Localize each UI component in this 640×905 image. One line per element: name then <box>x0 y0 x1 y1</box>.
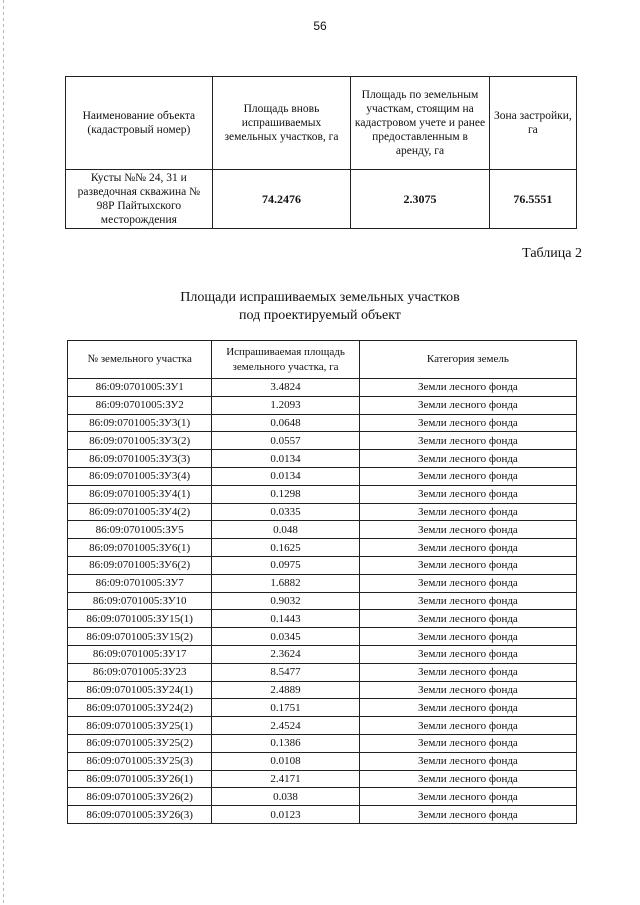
plot-category-cell: Земли лесного фонда <box>359 521 576 539</box>
plot-area-cell: 0.0123 <box>212 806 359 824</box>
plot-category-cell: Земли лесного фонда <box>359 663 576 681</box>
plot-area-cell: 8.5477 <box>212 663 359 681</box>
scan-margin-line <box>3 0 4 905</box>
plot-number-cell: 86:09:0701005:ЗУ24(1) <box>68 681 212 699</box>
summary-data-row <box>66 170 577 229</box>
summary-new-area: 74.2476 <box>212 170 351 229</box>
table-row <box>68 556 577 574</box>
plot-area-cell: 0.0134 <box>212 467 359 485</box>
plot-number-cell: 86:09:0701005:ЗУ3(2) <box>68 432 212 450</box>
plot-category-cell: Земли лесного фонда <box>359 432 576 450</box>
table-row <box>68 717 577 735</box>
table-title <box>0 289 640 325</box>
plot-area-cell: 0.1298 <box>212 485 359 503</box>
table-row <box>68 503 577 521</box>
plot-category-cell: Земли лесного фонда <box>359 717 576 735</box>
plot-number-cell: 86:09:0701005:ЗУ3(1) <box>68 414 212 432</box>
plot-category-cell: Земли лесного фонда <box>359 699 576 717</box>
table-row <box>68 485 577 503</box>
summary-registered-area: 2.3075 <box>351 170 490 229</box>
plot-number-cell: 86:09:0701005:ЗУ26(3) <box>68 806 212 824</box>
plot-category-cell: Земли лесного фонда <box>359 628 576 646</box>
plot-area-cell: 0.1443 <box>212 610 359 628</box>
plot-area-cell: 2.4889 <box>212 681 359 699</box>
table-row <box>68 539 577 557</box>
plot-category-cell: Земли лесного фонда <box>359 681 576 699</box>
plot-number-cell: 86:09:0701005:ЗУ6(2) <box>68 556 212 574</box>
table-row <box>68 414 577 432</box>
plot-category-cell: Земли лесного фонда <box>359 539 576 557</box>
plot-area-cell: 2.4524 <box>212 717 359 735</box>
summary-construction-zone: 76.5551 <box>489 170 576 229</box>
plot-number-cell: 86:09:0701005:ЗУ24(2) <box>68 699 212 717</box>
plots-header-area: Испрашиваемая площадь земельного участка, га <box>212 341 359 379</box>
plot-number-cell: 86:09:0701005:ЗУ4(2) <box>68 503 212 521</box>
plot-number-cell: 86:09:0701005:ЗУ17 <box>68 645 212 663</box>
plot-area-cell: 0.1625 <box>212 539 359 557</box>
plot-category-cell: Земли лесного фонда <box>359 379 576 397</box>
plot-category-cell: Земли лесного фонда <box>359 734 576 752</box>
table-row <box>68 628 577 646</box>
summary-header-construction-zone: Зона застройки, га <box>489 77 576 170</box>
plot-number-cell: 86:09:0701005:ЗУ15(2) <box>68 628 212 646</box>
plots-header-category: Категория земель <box>359 341 576 379</box>
plot-category-cell: Земли лесного фонда <box>359 556 576 574</box>
plot-area-cell: 0.0345 <box>212 628 359 646</box>
plot-area-cell: 0.0557 <box>212 432 359 450</box>
table-label: Таблица 2 <box>522 246 582 261</box>
summary-header-registered-area: Площадь по земельным участкам, стоящим на кадастровом учете и ранее предоставленным в аренду, га <box>351 77 490 170</box>
plot-category-cell: Земли лесного фонда <box>359 396 576 414</box>
plot-number-cell: 86:09:0701005:ЗУ4(1) <box>68 485 212 503</box>
plot-category-cell: Земли лесного фонда <box>359 574 576 592</box>
table-title-line-1: Площади испрашиваемых земельных участков <box>180 290 460 305</box>
plots-table-body <box>68 379 577 824</box>
plot-category-cell: Земли лесного фонда <box>359 414 576 432</box>
plot-area-cell: 0.9032 <box>212 592 359 610</box>
plot-number-cell: 86:09:0701005:ЗУ26(2) <box>68 788 212 806</box>
plot-area-cell: 0.0134 <box>212 450 359 468</box>
plots-table <box>67 340 577 824</box>
summary-header-object: Наименование объекта (кадастровый номер) <box>66 77 213 170</box>
table-row <box>68 806 577 824</box>
plot-number-cell: 86:09:0701005:ЗУ15(1) <box>68 610 212 628</box>
table-row <box>68 432 577 450</box>
table-row <box>68 610 577 628</box>
plot-area-cell: 0.0108 <box>212 752 359 770</box>
plot-area-cell: 1.2093 <box>212 396 359 414</box>
plot-category-cell: Земли лесного фонда <box>359 450 576 468</box>
plot-number-cell: 86:09:0701005:ЗУ7 <box>68 574 212 592</box>
plot-category-cell: Земли лесного фонда <box>359 788 576 806</box>
page-number: 56 <box>313 19 327 33</box>
plot-area-cell: 0.1386 <box>212 734 359 752</box>
plot-number-cell: 86:09:0701005:ЗУ1 <box>68 379 212 397</box>
plot-area-cell: 2.4171 <box>212 770 359 788</box>
plot-category-cell: Земли лесного фонда <box>359 485 576 503</box>
summary-header-row <box>66 77 577 170</box>
table-row <box>68 681 577 699</box>
plot-number-cell: 86:09:0701005:ЗУ3(4) <box>68 467 212 485</box>
plot-number-cell: 86:09:0701005:ЗУ25(2) <box>68 734 212 752</box>
table-row <box>68 752 577 770</box>
table-row <box>68 663 577 681</box>
plot-number-cell: 86:09:0701005:ЗУ2 <box>68 396 212 414</box>
plot-category-cell: Земли лесного фонда <box>359 645 576 663</box>
table-row <box>68 467 577 485</box>
plot-number-cell: 86:09:0701005:ЗУ3(3) <box>68 450 212 468</box>
table-row <box>68 734 577 752</box>
plot-category-cell: Земли лесного фонда <box>359 467 576 485</box>
plot-area-cell: 0.038 <box>212 788 359 806</box>
summary-header-new-area: Площадь вновь испрашиваемых земельных участков, га <box>212 77 351 170</box>
plot-number-cell: 86:09:0701005:ЗУ10 <box>68 592 212 610</box>
plot-category-cell: Земли лесного фонда <box>359 592 576 610</box>
plot-number-cell: 86:09:0701005:ЗУ5 <box>68 521 212 539</box>
plot-category-cell: Земли лесного фонда <box>359 503 576 521</box>
table-row <box>68 521 577 539</box>
table-row <box>68 450 577 468</box>
plots-header-number: № земельного участка <box>68 341 212 379</box>
table-row <box>68 788 577 806</box>
plot-area-cell: 0.0335 <box>212 503 359 521</box>
plot-category-cell: Земли лесного фонда <box>359 770 576 788</box>
table-row <box>68 699 577 717</box>
table-row <box>68 645 577 663</box>
plot-area-cell: 1.6882 <box>212 574 359 592</box>
summary-object-name: Кусты №№ 24, 31 и разведочная скважина № 98Р Пайтыхского месторождения <box>66 170 213 229</box>
summary-table <box>65 76 577 229</box>
plot-area-cell: 0.1751 <box>212 699 359 717</box>
plot-number-cell: 86:09:0701005:ЗУ25(1) <box>68 717 212 735</box>
plot-number-cell: 86:09:0701005:ЗУ25(3) <box>68 752 212 770</box>
plot-category-cell: Земли лесного фонда <box>359 610 576 628</box>
table-row <box>68 592 577 610</box>
table-row <box>68 379 577 397</box>
plot-number-cell: 86:09:0701005:ЗУ26(1) <box>68 770 212 788</box>
plots-header-row <box>68 341 577 379</box>
table-row <box>68 574 577 592</box>
table-row <box>68 396 577 414</box>
plot-area-cell: 2.3624 <box>212 645 359 663</box>
table-row <box>68 770 577 788</box>
plot-area-cell: 3.4824 <box>212 379 359 397</box>
table-title-line-2: под проектируемый объект <box>239 308 401 323</box>
plot-category-cell: Земли лесного фонда <box>359 752 576 770</box>
plot-area-cell: 0.0975 <box>212 556 359 574</box>
plot-category-cell: Земли лесного фонда <box>359 806 576 824</box>
plot-number-cell: 86:09:0701005:ЗУ6(1) <box>68 539 212 557</box>
plot-area-cell: 0.0648 <box>212 414 359 432</box>
plot-area-cell: 0.048 <box>212 521 359 539</box>
plot-number-cell: 86:09:0701005:ЗУ23 <box>68 663 212 681</box>
